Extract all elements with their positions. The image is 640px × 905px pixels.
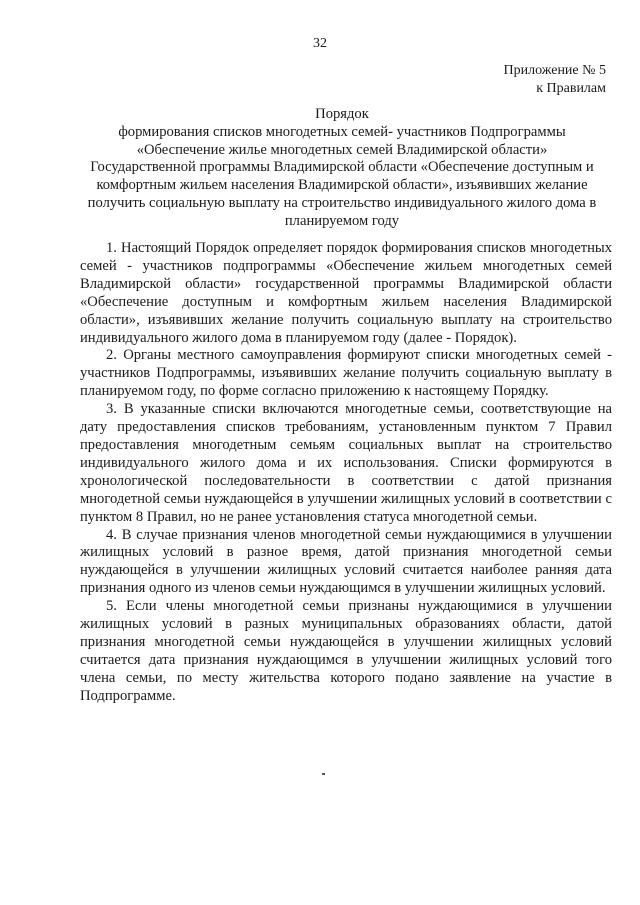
title-line-3: «Обеспечение жилье многодетных семей Владимирской области» bbox=[136, 141, 548, 158]
appendix-label bbox=[504, 62, 607, 98]
title-line-7: планируемом году bbox=[284, 212, 400, 229]
title-line-6: получить социальную выплату на строительство индивидуального жилого дома в bbox=[87, 194, 597, 211]
title-line-5: комфортным жильем населения Владимирской области», изъявивших желание bbox=[96, 177, 588, 194]
paragraph-2: 2. Органы местного самоуправления формируют списки многодетных семей - участников Подпрограммы, изъявивших желание получить социальную выплату в планируемом году, по форме согласно приложению к настоящему Порядку. bbox=[80, 347, 612, 400]
page-number: 32 bbox=[313, 36, 327, 51]
appendix-line-2: к Правилам bbox=[536, 81, 606, 96]
title-line-2: формирования списков многодетных семей- участников Подпрограммы bbox=[118, 123, 566, 140]
document-title bbox=[72, 106, 612, 231]
title-line-1: Порядок bbox=[315, 106, 369, 122]
scan-speck bbox=[322, 773, 325, 775]
document-body bbox=[80, 240, 612, 706]
paragraph-1: 1. Настоящий Порядок определяет порядок формирования списков многодетных семей - участников подпрограммы «Обеспечение жильем многодетных семей Владимирской области» государственной программы Владимирской области «Обеспечение доступным и комфортным жильем населения Владимирской области», изъявивших желание получить социальную выплату на строительство индивидуального жилого дома в планируемом году (далее - Порядок). bbox=[80, 240, 612, 346]
appendix-line-1: Приложение № 5 bbox=[503, 63, 606, 78]
paragraph-3: 3. В указанные списки включаются многодетные семьи, соответствующие на дату предоставления списков требованиям, установленным пунктом 7 Правил предоставления многодетным семьям социальных выплат на строительство индивидуального жилого дома и их использования. Списки формируются в хронологической последовательности в соответствии с датой признания многодетной семьи нуждающейся в улучшении жилищных условий в соответствии с пунктом 8 Правил, но не ранее установления статуса многодетной семьи. bbox=[80, 401, 612, 525]
title-line-4: Государственной программы Владимирской области «Обеспечение доступным и bbox=[90, 159, 594, 176]
paragraph-5: 5. Если члены многодетной семьи признаны нуждающимися в улучшении жилищных условий в разных муниципальных образованиях области, датой признания многодетной семьи нуждающейся в улучшении жилищных условий считается дата признания нуждающимся в улучшении жилищных условий того члена семьи, по месту жительства которого подано заявление на участие в Подпрограмме. bbox=[80, 598, 612, 704]
paragraph-4: 4. В случае признания членов многодетной семьи нуждающимися в улучшении жилищных условий в разное время, датой признания многодетной семьи нуждающейся в улучшении жилищных условий считается наиболее ранняя дата признания одного из членов семьи нуждающимся в улучшении жилищных условий. bbox=[80, 526, 612, 597]
